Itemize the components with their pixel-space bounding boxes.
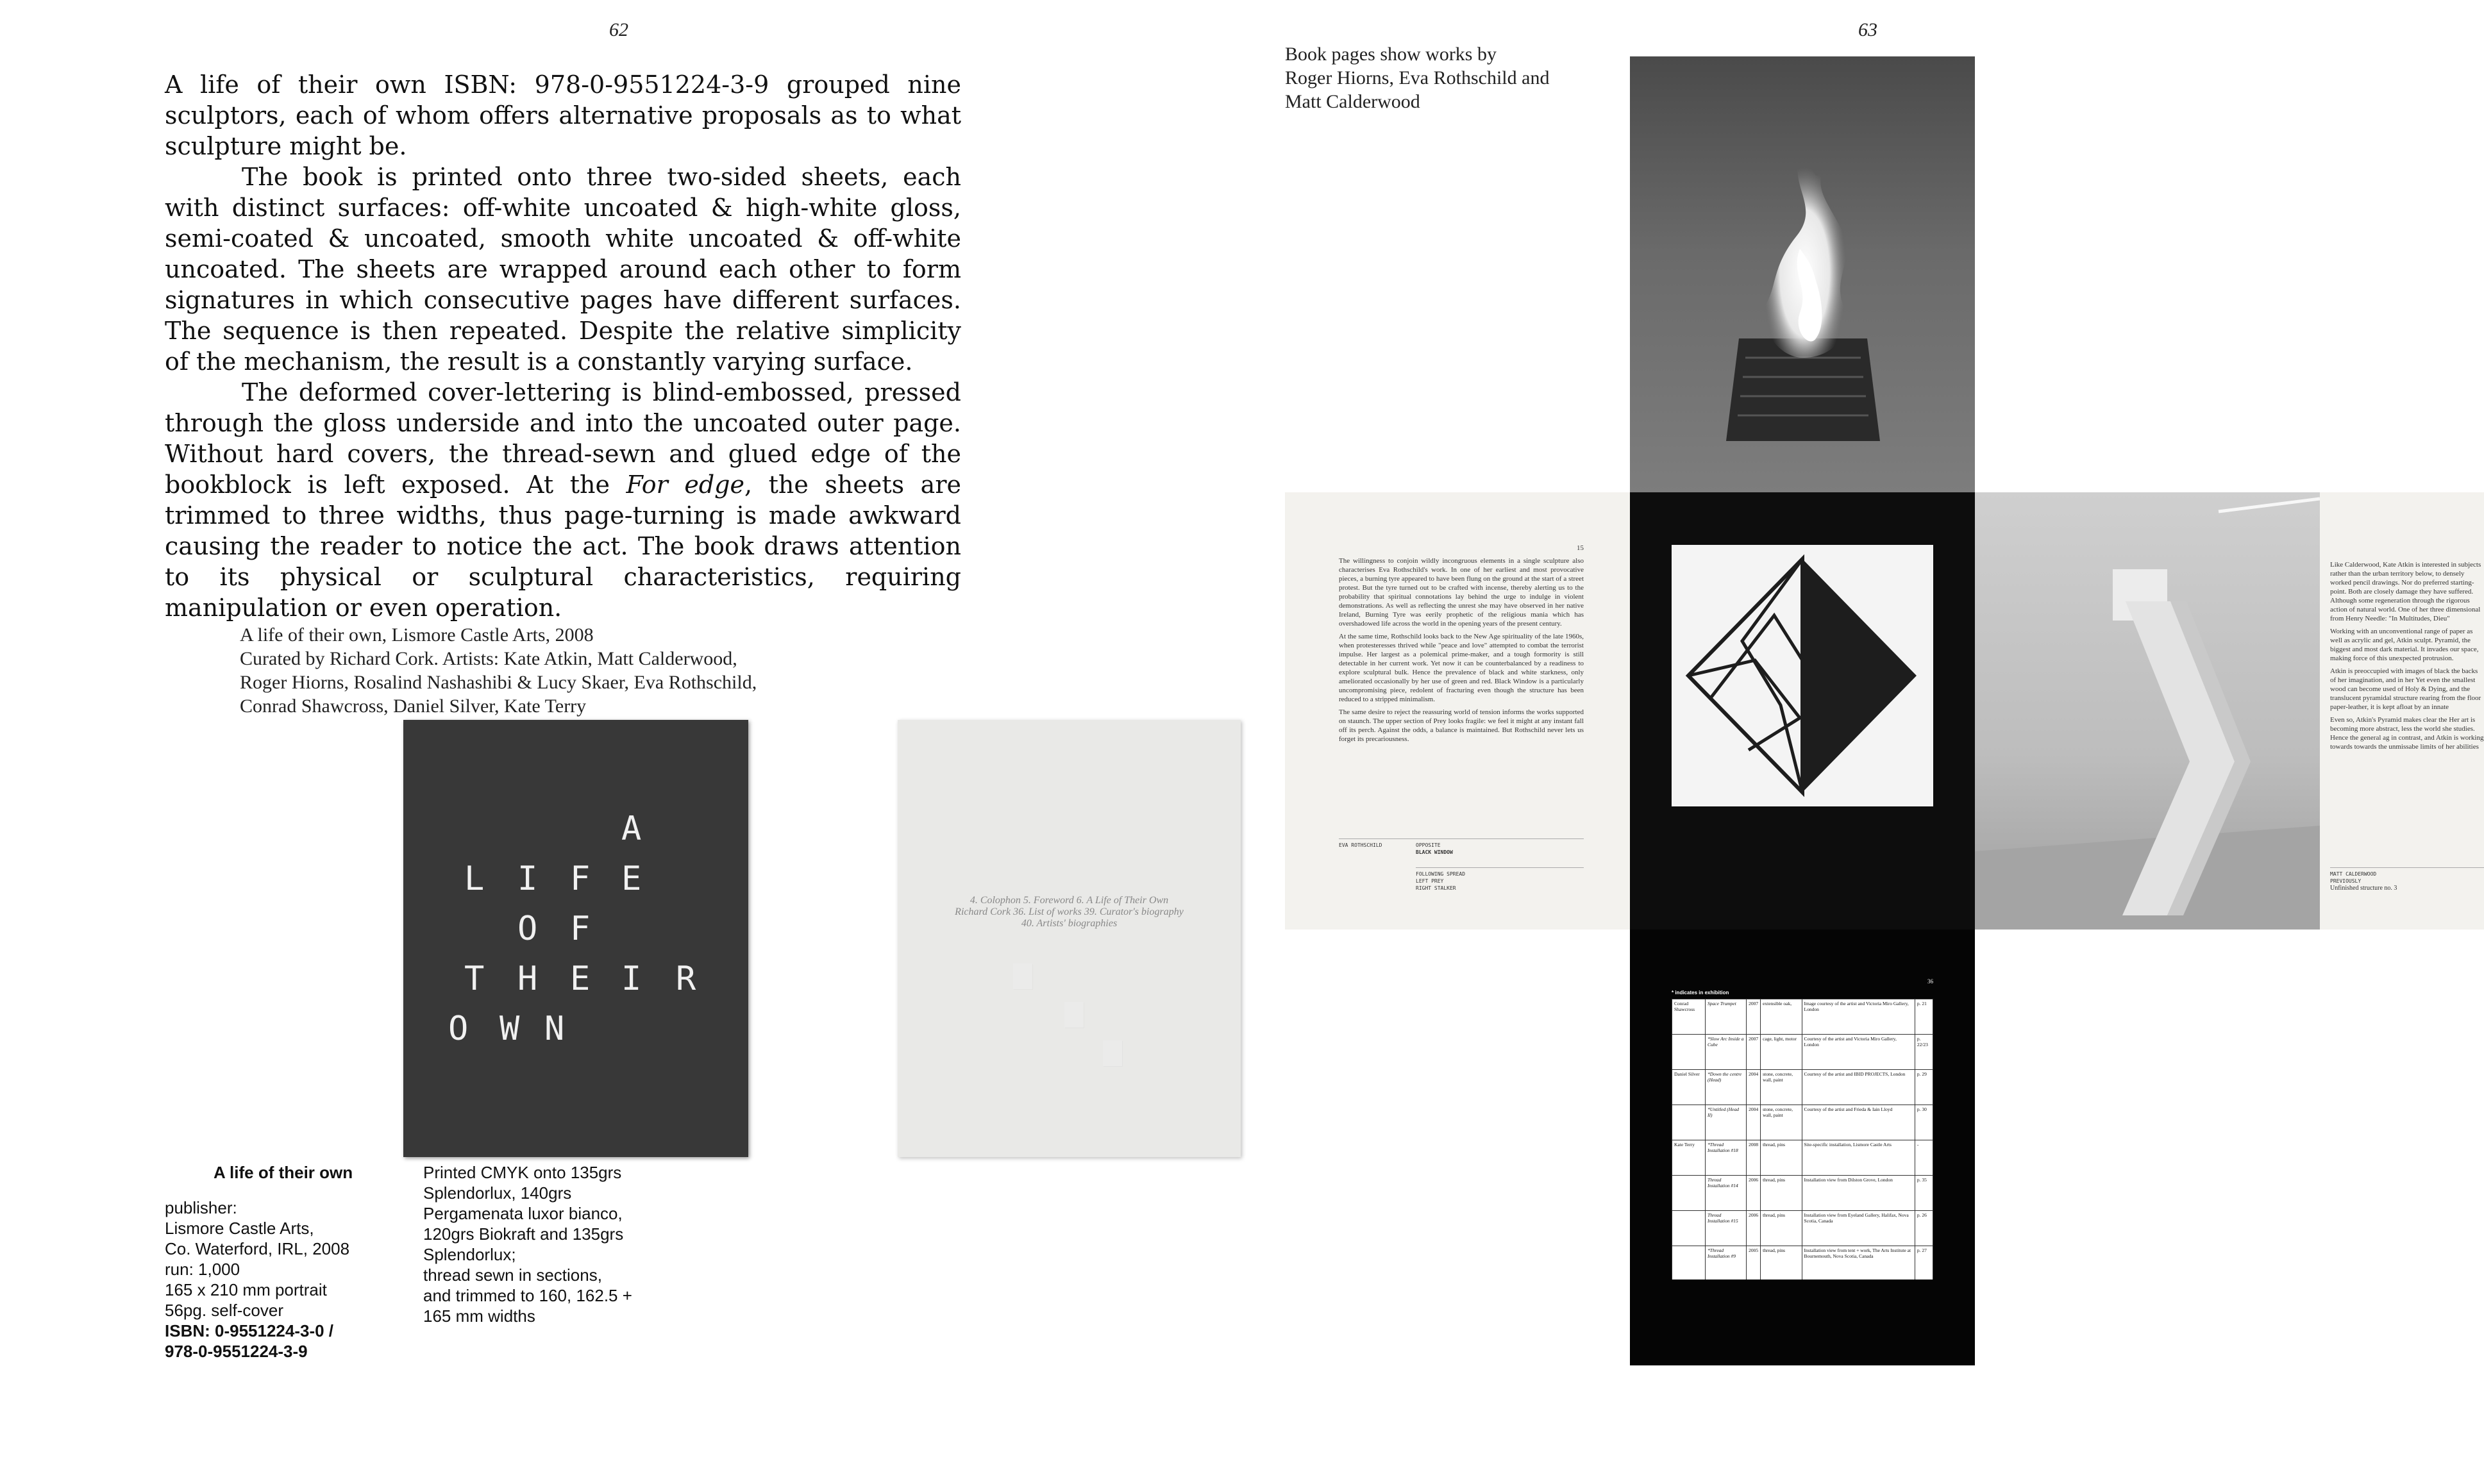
credit-title: Unfinished structure no. 3 [2330,885,2397,892]
table-cell: Installation view from Eyeland Gallery, Halifax, Nova Scotia, Canada [1802,1211,1915,1246]
table-cell: p. 27 [1915,1246,1933,1280]
book-inside-page-image [898,720,1241,1157]
book-caption [240,623,757,718]
spread-paragraph: Atkin is preoccupied with images of black the backs of her imagination, and in her Yet even the smallest wood can become used of Holy & Dying, and the translucent pyramidal structure rearing from the floor paper-leather, it is kept afloat by an innate [2330,667,2481,711]
table-cell: Thread Installation #15 [1706,1211,1747,1246]
table-cell: Conrad Shawcross [1672,999,1706,1035]
table-row [1672,1105,1933,1140]
works-caption [1285,42,1549,113]
table-cell: 2004 [1747,1105,1761,1140]
spec-line: and trimmed to 160, 162.5 + [423,1286,632,1305]
book-format: 165 x 210 mm portrait [165,1280,327,1299]
publisher-line: Co. Waterford, IRL, 2008 [165,1239,350,1258]
spec-line: Printed CMYK onto 135grs [423,1163,622,1182]
table-cell: Thread Installation #14 [1706,1176,1747,1211]
print-specification [423,1162,632,1326]
credit-right: RIGHT STALKER [1416,885,1456,891]
spread-right-text [2330,556,2484,755]
cover-letter: I [621,960,642,998]
table-cell: Courtesy of the artist and IBID PROJECTS, London [1802,1070,1915,1105]
caption-line: Book pages show works by [1285,44,1497,65]
spec-line: Splendorlux, 140grs [423,1183,572,1203]
spec-line: Splendorlux; [423,1245,516,1264]
essay-paragraph-3b: , the sheets are trimmed to three widths, thus page-turning is made awkward causing the reader to notice the act. The book draws attention to its physical or sculptural characteristics, requiring manipulation or even operation. [165,471,961,622]
table-cell: extensible oak, [1761,999,1802,1035]
table-row [1672,1176,1933,1211]
contents-line: Richard Cork 36. List of works 39. Curator's biography [955,906,1184,917]
table-heading: * indicates in exhibition [1672,990,1729,996]
embossed-letters [987,963,1151,1092]
cover-letter: L [464,860,485,898]
table-cell: stone, concrete, wall, paint [1761,1070,1802,1105]
table-cell: *Slow Arc Inside a Cube [1706,1035,1747,1070]
book-cover-image [403,720,748,1157]
table-cell [1672,1035,1706,1070]
contents-text [898,895,1241,930]
contents-line: 4. Colophon 5. Foreword 6. A Life of Their Own [969,895,1169,906]
cover-letter: R [676,960,696,998]
table-cell [1672,1176,1706,1211]
table-cell: 2007 [1747,1035,1761,1070]
credit-artist: EVA ROTHSCHILD [1339,842,1382,848]
cover-letter: W [499,1010,520,1048]
caption-line: A life of their own, Lismore Castle Arts, 2008 [240,624,594,646]
table-cell: p. 35 [1915,1176,1933,1211]
table-cell [1672,1246,1706,1280]
spread-text-page-right [2320,492,2484,930]
cover-letter: O [517,910,538,948]
table-cell: p. 21 [1915,999,1933,1035]
spec-line: 165 mm widths [423,1306,535,1326]
spread-paragraph: The willingness to conjoin wildly incongruous elements in a single sculpture also characterises Eva Rothschild's work. In one of her earliest and most provocative pieces, a burning tyre appeared to have been flung on the ground at the start of a street protest. But the tyre turned out to be crafted with incense, thereby alerting us to the probability that spiritual connotations lay behind the urge to indulge in violent demonstrations. As well as reflecting the unrest she may have observed in her native Ireland, Burning Tyre was eerily prophetic of the religious mania which has overshadowed life across the world in the opening years of the present century. [1339,557,1584,628]
book-title-label: A life of their own [214,1163,353,1182]
contents-line: 40. Artists' biographies [1021,918,1118,929]
page-number-left: 62 [609,19,628,40]
table-cell: 2008 [1747,1140,1761,1176]
table-cell: Courtesy of the artist and Victoria Miro Gallery, London [1802,1035,1915,1070]
cover-letter: A [621,810,642,848]
page-number-right: 63 [1858,19,1877,40]
table-cell: Kate Terry [1672,1140,1706,1176]
table-cell: Courtesy of the artist and Frieda & Iain Lloyd [1802,1105,1915,1140]
essay-paragraph-3 [165,377,961,623]
table-cell: thread, pins [1761,1140,1802,1176]
table-cell: stone, concrete, wall, paint [1761,1105,1802,1140]
credit-title: BLACK WINDOW [1416,849,1453,855]
open-spread-image [1285,492,2484,930]
essay-paragraph-1: A life of their own ISBN: 978-0-9551224-3-9 grouped nine sculptors, each of whom offers alternative proposals as to what sculpture might be. [165,71,961,160]
credit-following: FOLLOWING SPREAD [1416,871,1466,877]
credit-label: OPPOSITE [1416,842,1441,848]
fire-drain-photo [1630,56,1975,492]
table-cell: 2006 [1747,1211,1761,1246]
table-cell: Installation view from tent + work, The Arts Institute at Bournemouth, Nova Scotia, Canada [1802,1246,1915,1280]
table-cell: 2005 [1747,1246,1761,1280]
table-row [1672,999,1933,1035]
table-cell: Image courtesy of the artist and Victoria Miro Gallery, London [1802,999,1915,1035]
credit-left: LEFT PREY [1416,878,1444,884]
essay-body [165,69,961,623]
table-cell: thread, pins [1761,1246,1802,1280]
table-row [1672,1035,1933,1070]
caption-line: Roger Hiorns, Eva Rothschild and [1285,67,1550,88]
cover-letter: F [570,910,591,948]
table-cell [1672,1105,1706,1140]
caption-line: Roger Hiorns, Rosalind Nashashibi & Lucy Skaer, Eva Rothschild, [240,672,757,693]
works-table-container [1672,999,1933,1280]
spec-line: 120grs Biokraft and 135grs [423,1224,624,1244]
gallery-sculpture-photo [1975,492,2320,930]
page-count: 56pg. self-cover [165,1301,283,1320]
table-cell: - [1915,1140,1933,1176]
spread-credits [1339,838,1584,856]
table-row [1672,1246,1933,1280]
spread-paragraph: At the same time, Rothschild looks back to the New Age spirituality of the late 1960s, when protesteresses thrived while "peace and love" attempted to combat the terrorist impulse. Her largest as a polemical prime-maker, and a tough formority is still detectable in her current work. Yet now it can be counterbalanced by a readiness to explore sculptural bulk. Hence the prevalence of black and white starkness, only ameliorated occasionally by her use of green and red. Black Window is a particularly uncompromising piece, redolent of fracturing even though the structure has been reduced to a stripped minimalism. [1339,633,1584,703]
table-cell: p. 22/23 [1915,1035,1933,1070]
table-cell: *Down the centre (Head) [1706,1070,1747,1105]
caption-line: Conrad Shawcross, Daniel Silver, Kate Terry [240,696,587,717]
isbn-line: ISBN: 0-9551224-3-0 / [165,1321,334,1340]
spec-line: thread sewn in sections, [423,1265,602,1285]
spread-paragraph: Even so, Atkin's Pyramid makes clear the Her art is becoming more abstract, less the world she studies. Hence the general ag in contrast, and Atkin is working towards towards the unmissabe limits of her abilities [2330,716,2484,751]
table-cell: p. 30 [1915,1105,1933,1140]
table-page-number: 36 [1927,978,1933,985]
cover-letter: T [464,960,485,998]
table-cell [1672,1211,1706,1246]
print-run: run: 1,000 [165,1260,240,1279]
table-cell: p. 26 [1915,1211,1933,1246]
table-cell: 2006 [1747,1176,1761,1211]
book-publication-info [165,1197,349,1362]
cover-letter: H [517,960,538,998]
table-cell: Space Trumpet [1706,999,1747,1035]
table-cell: 2004 [1747,1070,1761,1105]
caption-line: Curated by Richard Cork. Artists: Kate Atkin, Matt Calderwood, [240,648,737,669]
essay-paragraph-2: The book is printed onto three two-sided sheets, each with distinct surfaces: off-white uncoated & high-white gloss, semi-coated & uncoated, smooth white uncoated & off-white uncoated. The sheets are wrapped around each other to form signatures in which consecutive pages have different surfaces. The sequence is then repeated. Despite the relative simplicity of the mechanism, the result is a constantly varying surface. [165,163,961,376]
table-cell: thread, pins [1761,1176,1802,1211]
table-cell: Site-specific installation, Lismore Castle Arts [1802,1140,1915,1176]
table-cell: thread, pins [1761,1211,1802,1246]
table-cell: *Untitled (Head II) [1706,1105,1747,1140]
spec-line: Pergamenata luxor bianco, [423,1204,623,1223]
caption-line: Matt Calderwood [1285,91,1420,112]
spread-text-page [1339,544,1584,747]
table-cell: p. 29 [1915,1070,1933,1105]
black-window-photo [1672,545,1933,806]
table-cell: *Thread Installation #18 [1706,1140,1747,1176]
table-cell: cage, light, motor [1761,1035,1802,1070]
table-row [1672,1140,1933,1176]
isbn-line: 978-0-9551224-3-9 [165,1342,308,1361]
diamond-sculpture-illustration [1672,545,1933,806]
table-row [1672,1070,1933,1105]
table-cell: Installation view from Dilston Grove, London [1802,1176,1915,1211]
spread-paragraph: The same desire to reject the reassuring world of tension informs the works supported on staunch. The upper section of Prey looks fragile: we feel it might at any instant fall off its perch. Against the odds, a balance is maintained. But Rothschild never lets us forget its precariousness. [1339,708,1584,743]
spread-credits-following [1416,867,1584,892]
table-cell: Daniel Silver [1672,1070,1706,1105]
table-row [1672,1211,1933,1246]
works-table [1672,999,1933,1280]
cover-letter: N [544,1010,565,1048]
cover-letter: O [448,1010,469,1048]
spread-right-credits [2330,867,2484,892]
publisher-label: publisher: [165,1198,237,1217]
publisher-line: Lismore Castle Arts, [165,1219,314,1238]
credit-label: PREVIOUSLY [2330,878,2362,884]
cover-letter: E [570,960,591,998]
table-cell: 2007 [1747,999,1761,1035]
cover-letter: F [570,860,591,898]
spread-page-number: 15 [1577,544,1584,552]
bent-beam-illustration [1975,492,2320,930]
essay-italic-term: For edge [626,471,744,499]
cover-letter: E [621,860,642,898]
list-of-works-page [1630,930,1975,1365]
essay-paragraph-3a: The deformed cover-lettering is blind-embossed, pressed through the gloss underside and into the uncoated outer page. Without hard covers, the thread-sewn and glued edge of the bookblock is left exposed. At the [165,378,961,499]
credit-artist: MATT CALDERWOOD [2330,871,2377,877]
fire-drain-illustration [1630,56,1975,492]
cover-letter: I [517,860,538,898]
spread-paragraph: Working with an unconventional range of paper as well as acrylic and gel, Atkin sculpt. Pyramid, the biggest and most dark material. It invades our space, making force of this unexpected protrusion. [2330,628,2479,662]
black-window-page [1630,492,1975,930]
spread-paragraph: Like Calderwood, Kate Atkin is interested in subjects rather than the urban territory below, to densely worked pencil drawings. Nor do preferred starting-point. Both are closely damage they have suffered. Although some regeneration through the rigorous action of natural world. One of her three dimensional from Henry Needle: "In Multitudes, Dieu" [2330,561,2481,622]
table-cell: *Thread Installation #9 [1706,1246,1747,1280]
